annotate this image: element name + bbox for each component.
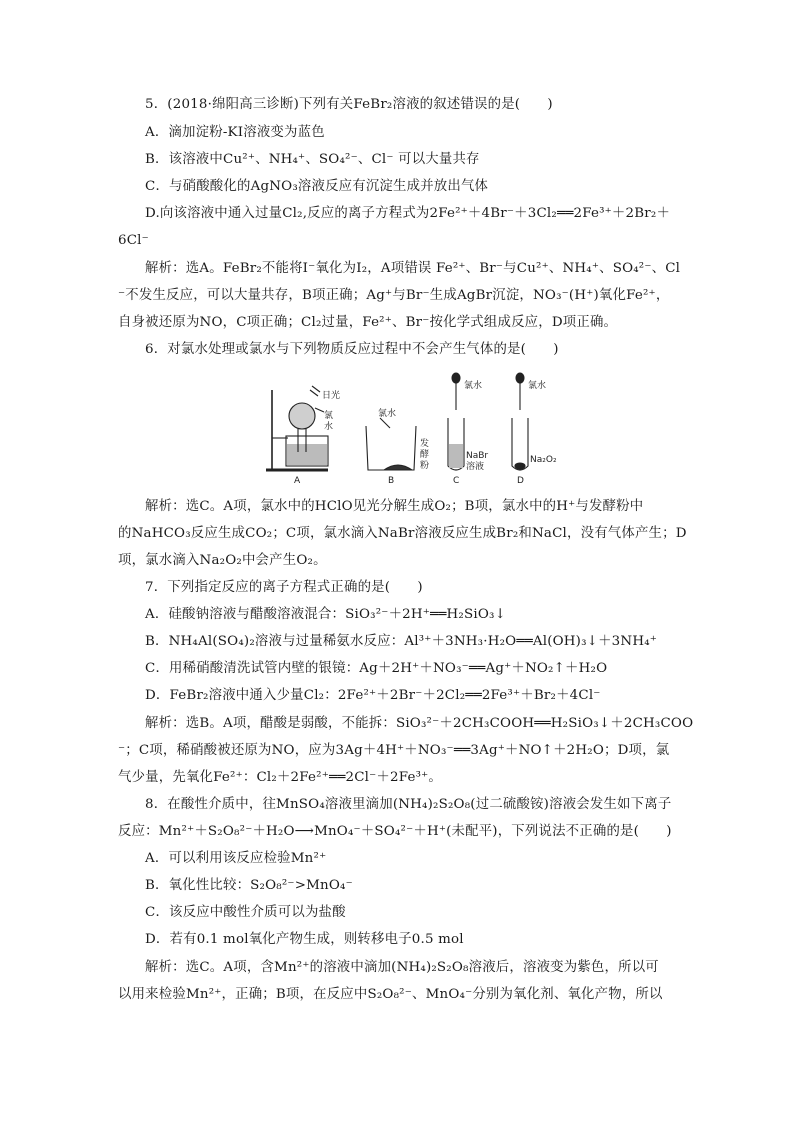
apparatus-b xyxy=(366,418,416,470)
q7-analysis-line1: 解析：选B。A项，醋酸是弱酸，不能拆：SiO₃²⁻＋2CH₃COOH══H₂SiO₃↓＋2CH₃COO xyxy=(145,716,694,731)
caption-c: C xyxy=(453,476,460,486)
q5-option-a: A．滴加淀粉-KI溶液变为蓝色 xyxy=(145,125,325,140)
label-d-chlorine: 氯水 xyxy=(528,381,547,391)
apparatus-diagram xyxy=(258,370,557,486)
q5-analysis-line1: 解析：选A。FeBr₂不能将I⁻氧化为I₂，A项错误 Fe²⁺、Br⁻与Cu²⁺、NH₄⁺、SO₄²⁻、Cl xyxy=(145,261,681,276)
q7-option-a: A．硅酸钠溶液与醋酸溶液混合：SiO₃²⁻＋2H⁺══H₂SiO₃↓ xyxy=(145,607,507,622)
q6-stem: 6．对氯水处理或氯水与下列物质反应过程中不会产生气体的是( ) xyxy=(145,342,559,357)
apparatus-a xyxy=(266,386,328,470)
label-a-chlorine-1: 氯 xyxy=(324,411,334,421)
q7-stem: 7．下列指定反应的离子方程式正确的是( ) xyxy=(145,580,423,595)
label-c-solution: 溶液 xyxy=(466,462,485,472)
label-c-chlorine: 氯水 xyxy=(464,381,483,391)
q6-analysis-line2: 的NaHCO₃反应生成CO₂；C项，氯水滴入NaBr溶液反应生成Br₂和NaCl，没有气体产生；D xyxy=(118,526,687,541)
q8-analysis-line1: 解析：选C。A项，含Mn²⁺的溶液中滴加(NH₄)₂S₂O₈溶液后，溶液变为紫色，所以可 xyxy=(145,960,659,975)
q5-option-d-line1: D.向该溶液中通入过量Cl₂,反应的离子方程式为2Fe²⁺＋4Br⁻＋3Cl₂══2Fe³⁺＋2Br₂＋ xyxy=(145,206,671,221)
q5-option-b: B．该溶液中Cu²⁺、NH₄⁺、SO₄²⁻、Cl⁻ 可以大量共存 xyxy=(145,152,480,167)
label-b-powder-1: 发 xyxy=(420,439,430,449)
apparatus-c xyxy=(448,373,464,470)
apparatus-d xyxy=(512,373,528,470)
label-c-nabr: NaBr xyxy=(466,451,489,461)
label-a-sunlight: 日光 xyxy=(322,391,341,401)
q8-option-b: B．氧化性比较：S₂O₈²⁻>MnO₄⁻ xyxy=(145,878,353,893)
q5-stem: 5．(2018·绵阳高三诊断)下列有关FeBr₂溶液的叙述错误的是( ) xyxy=(145,97,553,112)
q6-analysis-line3: 项，氯水滴入Na₂O₂中会产生O₂。 xyxy=(118,553,327,568)
q5-analysis-line2: ⁻不发生反应，可以大量共存，B项正确；Ag⁺与Br⁻生成AgBr沉淀，NO₃⁻(H⁺)氧化Fe²⁺， xyxy=(118,288,670,303)
q8-option-a: A．可以利用该反应检验Mn²⁺ xyxy=(145,851,327,866)
q8-option-c: C．该反应中酸性介质可以为盐酸 xyxy=(145,905,346,920)
label-b-chlorine: 氯水 xyxy=(378,409,397,419)
q7-analysis-line2: ⁻；C项，稀硝酸被还原为NO，应为3Ag＋4H⁺＋NO₃⁻══3Ag⁺＋NO↑＋2H₂O；D项，氯 xyxy=(118,743,670,758)
q6-analysis-line1: 解析：选C。A项，氯水中的HClO见光分解生成O₂；B项，氯水中的H⁺与发酵粉中 xyxy=(145,499,644,514)
label-a-chlorine-2: 水 xyxy=(324,422,334,432)
q8-stem-line2: 反应：Mn²⁺＋S₂O₈²⁻＋H₂O⟶MnO₄⁻＋SO₄²⁻＋H⁺(未配平)，下列说法不正确的是( ) xyxy=(118,824,672,839)
q6-apparatus-figure xyxy=(258,370,557,486)
caption-b: B xyxy=(388,476,395,486)
q7-option-b: B．NH₄Al(SO₄)₂溶液与过量稀氨水反应：Al³⁺＋3NH₃·H₂O══Al(OH)₃↓＋3NH₄⁺ xyxy=(145,634,658,649)
label-b-powder-2: 酵 xyxy=(420,450,430,460)
q7-option-c: C．用稀硝酸清洗试管内壁的银镜：Ag＋2H⁺＋NO₃⁻══Ag⁺＋NO₂↑＋H₂O xyxy=(145,661,608,676)
q8-stem-line1: 8．在酸性介质中，往MnSO₄溶液里滴加(NH₄)₂S₂O₈(过二硫酸铵)溶液会发生如下离子 xyxy=(145,797,672,812)
label-d-na2o2: Na₂O₂ xyxy=(530,455,557,465)
q5-option-d-line2: 6Cl⁻ xyxy=(118,233,149,248)
caption-d: D xyxy=(517,476,524,486)
q7-analysis-line3: 气少量，先氧化Fe²⁺：Cl₂＋2Fe²⁺══2Cl⁻＋2Fe³⁺。 xyxy=(118,770,443,785)
label-b-powder-3: 粉 xyxy=(420,461,430,471)
q5-analysis-line3: 自身被还原为NO，C项正确；Cl₂过量，Fe²⁺、Br⁻按化学式组成反应，D项正确。 xyxy=(118,315,618,330)
q7-option-d: D．FeBr₂溶液中通入少量Cl₂：2Fe²⁺＋2Br⁻＋2Cl₂══2Fe³⁺＋Br₂＋4Cl⁻ xyxy=(145,688,601,703)
q8-option-d: D．若有0.1 mol氧化产物生成，则转移电子0.5 mol xyxy=(145,932,464,947)
q5-option-c: C．与硝酸酸化的AgNO₃溶液反应有沉淀生成并放出气体 xyxy=(145,179,489,194)
caption-a: A xyxy=(294,476,301,486)
q8-analysis-line2: 以用来检验Mn²⁺，正确；B项，在反应中S₂O₈²⁻、MnO₄⁻分别为氧化剂、氧化产物，所以 xyxy=(118,987,663,1002)
